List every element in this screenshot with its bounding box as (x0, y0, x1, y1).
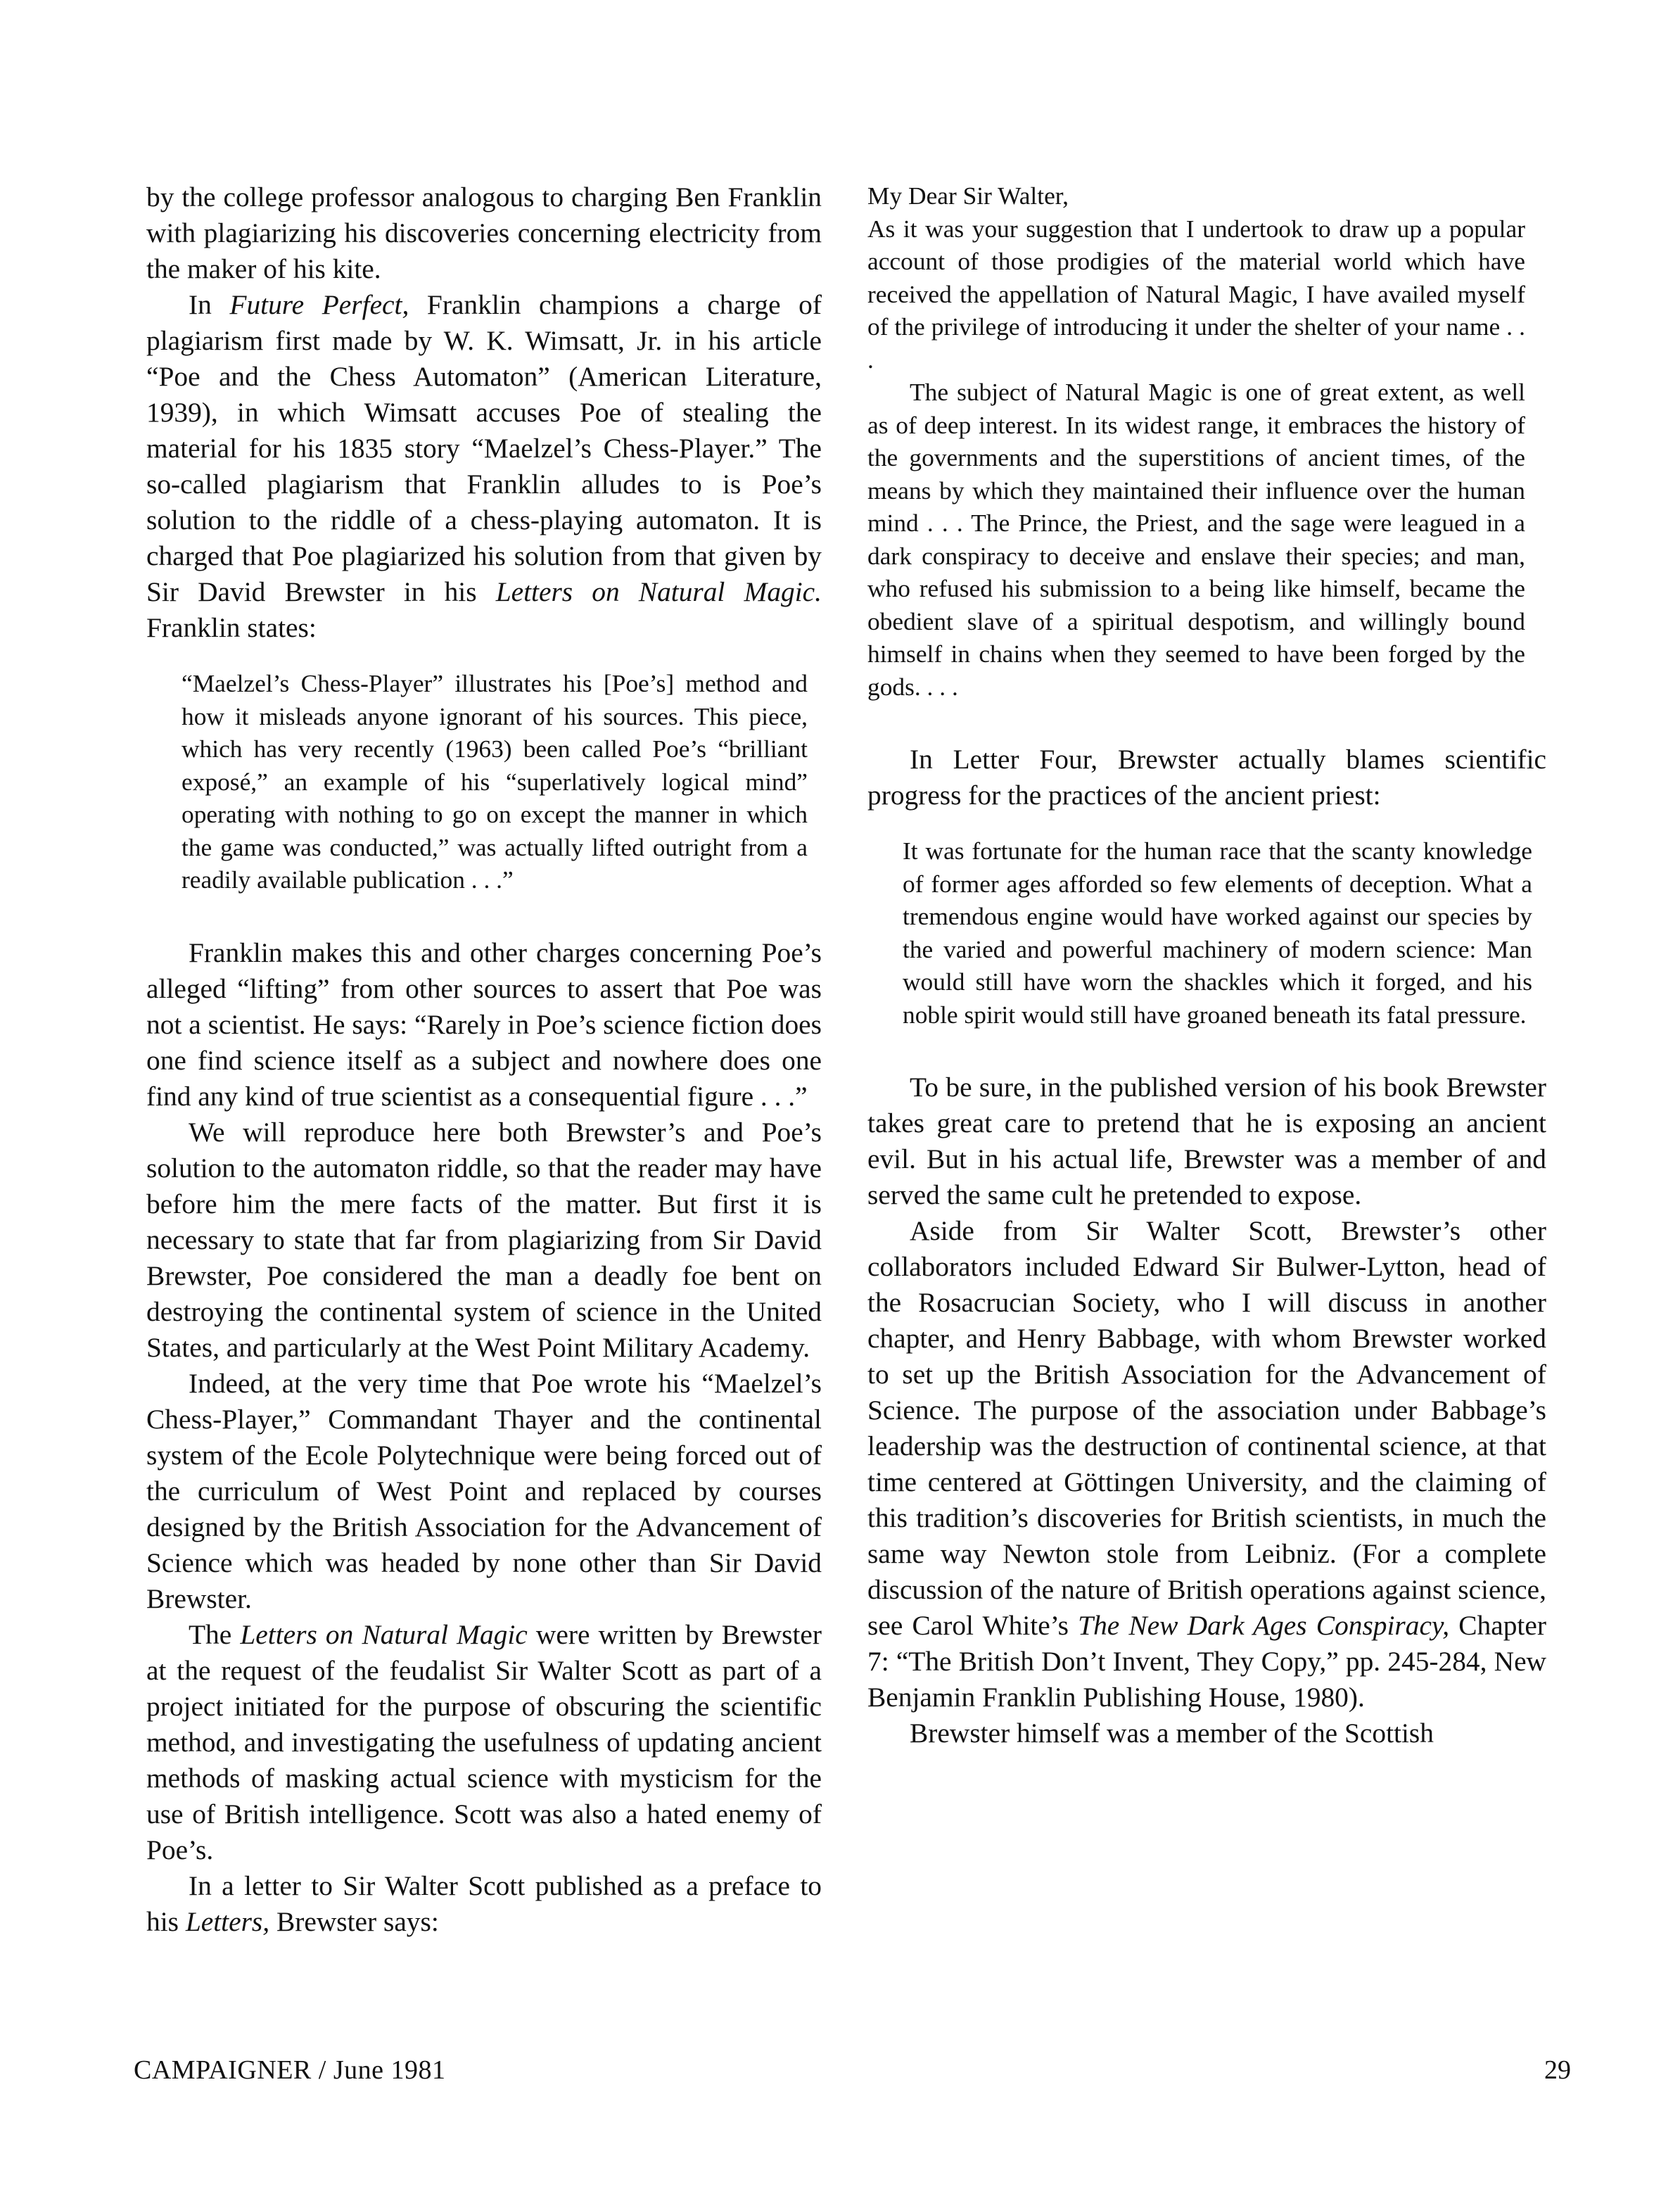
letter-quote (867, 179, 1525, 703)
paragraph: Indeed, at the very time that Poe wrote his “Maelzel’s Chess-Player,” Commandant Thayer and the continental system of the Ecole Polytechnique were being forced out of the curriculum of West Point and replaced by courses designed by the British Association for the Advancement of Science which was headed by none other than Sir David Brewster. (146, 1367, 822, 1614)
footer-publication: CAMPAIGNER / June 1981 (134, 2055, 446, 2085)
book-title: Future Perfect, (229, 289, 409, 320)
quote-text: It was fortunate for the human race that the scanty knowledge of former ages afforded so few elements of deception. What a tremendous engine would have worked against our species by the varied and powerful machinery of modern science: Man would still have worn the shackles which it forged, and his noble spirit would still have groaned beneath its fatal pressure. (903, 837, 1532, 1029)
book-title: Letters on Natural Magic. (495, 576, 822, 607)
paragraph: Brewster himself was a member of the Scottish (910, 1718, 1434, 1749)
quote-text: As it was your suggestion that I undertook to draw up a popular account of those prodigies of the material world which have received the appellation of Natural Magic, I have availed myself of the privilege of introducing it under the shelter of your name . . . (867, 214, 1525, 374)
left-column (146, 179, 822, 1940)
right-column (867, 179, 1546, 1751)
quote-text: The subject of Natural Magic is one of great extent, as well as of deep interest. In its widest range, it embraces the history of the governments and the superstitions of ancient times, of the means by which they maintained their influence over the human mind . . . The Prince, the Priest, and the sage were leagued in a dark conspiracy to deceive and enslave their species; and man, who refused his submission to a being like himself, became the obedient slave of a spiritual despotism, and willingly bound himself in chains when they seemed to have been forged by the gods. . . . (867, 378, 1525, 701)
book-title: Letters on Natural Magic (240, 1618, 528, 1650)
paragraph: In Future Perfect, Franklin champions a charge of plagiarism first made by W. K. Wimsatt, Jr. in his article “Poe and the Chess Automaton” (American Literature, 1939), in which Wimsatt accuses Poe of stealing the material for his 1835 story “Maelzel’s Chess-Player.” The so-called plagiarism that Franklin alludes to is Poe’s solution to the riddle of a chess-playing automaton. It is charged that Poe plagiarized his solution from that given by Sir David Brewster in his Letters on Natural Magic. Franklin states: (146, 289, 822, 643)
block-quote (182, 667, 808, 896)
block-quote (903, 835, 1532, 1031)
book-title: The New Dark Ages Conspiracy, (1078, 1610, 1450, 1641)
letter-salutation: My Dear Sir Walter, (867, 182, 1069, 210)
quote-text: “Maelzel’s Chess-Player” illustrates his [Poe’s] method and how it misleads anyone ignorant of his sources. This piece, which has very recently (1963) been called Poe’s “brilliant exposé,” an example of his “superlatively logical mind” operating with nothing to go on except the manner in which the game was conducted,” was actually lifted outright from a readily available publication . . .” (182, 669, 808, 894)
book-title: Letters, (185, 1905, 270, 1937)
paragraph: In a letter to Sir Walter Scott published as a preface to his Letters, Brewster says: (146, 1870, 822, 1937)
paragraph: Aside from Sir Walter Scott, Brewster’s other collaborators included Edward Sir Bulwer-Lytton, head of the Rosacrucian Society, who I will discuss in another chapter, and Henry Babbage, with whom Brewster worked to set up the British Association for the Advancement of Science. The purpose of the association under Babbage’s leadership was the destruction of continental science, at that time centered at Göttingen University, and the claiming of this tradition’s discoveries for British scientists, in much the same way Newton stole from Leibniz. (For a complete discussion of the nature of British operations against science, see Carol White’s The New Dark Ages Conspiracy, Chapter 7: “The British Don’t Invent, They Copy,” pp. 245-284, New Benjamin Franklin Publishing House, 1980). (867, 1215, 1546, 1713)
page-number: 29 (1544, 2055, 1571, 2085)
paragraph: We will reproduce here both Brewster’s and Poe’s solution to the automaton riddle, so that the reader may have before him the mere facts of the matter. But first it is necessary to state that far from plagiarizing from Sir David Brewster, Poe considered the man a deadly foe bent on destroying the continental system of science in the United States, and particularly at the West Point Military Academy. (146, 1116, 822, 1363)
paragraph: The Letters on Natural Magic were written by Brewster at the request of the feudalist Sir Walter Scott as part of a project initiated for the purpose of obscuring the scientific method, and investigating the usefulness of updating ancient methods of masking actual science with mysticism for the use of British intelligence. Scott was also a hated enemy of Poe’s. (146, 1618, 822, 1865)
paragraph: To be sure, in the published version of his book Brewster takes great care to pretend that he is exposing an ancient evil. But in his actual life, Brewster was a member of and served the same cult he pretended to expose. (867, 1072, 1546, 1210)
paragraph: In Letter Four, Brewster actually blames scientific progress for the practices of the ancient priest: (867, 744, 1546, 811)
paragraph: Franklin makes this and other charges concerning Poe’s alleged “lifting” from other sources to assert that Poe was not a scientist. He says: “Rarely in Poe’s science fiction does one find science itself as a subject and nowhere does one find any kind of true scientist as a consequential figure . . .” (146, 937, 822, 1112)
paragraph: by the college professor analogous to charging Ben Franklin with plagiarizing his discoveries concerning electricity from the maker of his kite. (146, 182, 822, 284)
